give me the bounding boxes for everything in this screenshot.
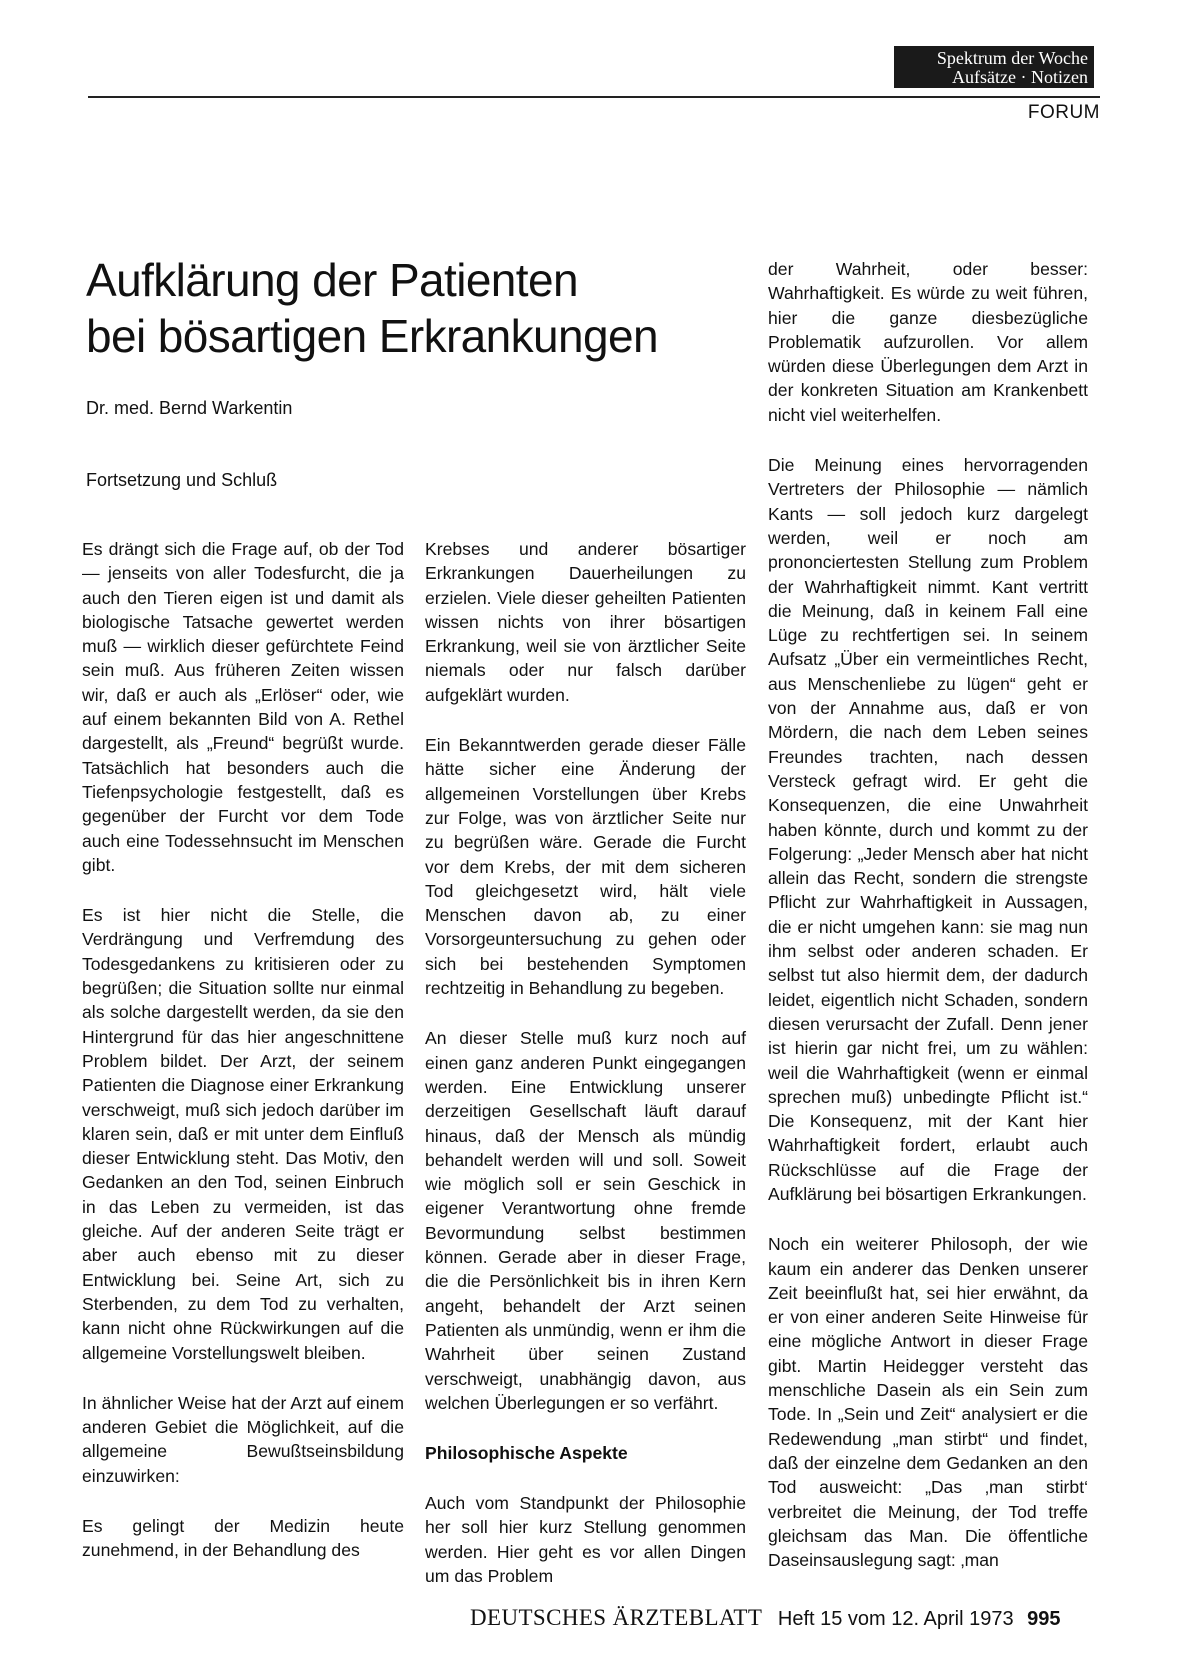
article-title-line2: bei bösartigen Erkrankungen	[86, 310, 658, 362]
paragraph: An dieser Stelle muß kurz noch auf einen ganz anderen Punkt eingegangen werden. Eine Entwicklung unserer derzeitigen Gesellschaft läuft darauf hinaus, daß der Mensch als mündig behandelt werden will und soll. Soweit wie möglich soll er sein Geschick in eigener Verantwortung ohne fremde Bevormundung selbst bestimmen können. Gerade aber in dieser Frage, die die Persönlichkeit bis in ihren Kern angeht, behandelt der Arzt seinen Patienten als unmündig, wenn er ihm die Wahrheit über seinen Zustand verschweigt, unabhängig davon, aus welchen Überlegungen er so verfährt.	[425, 1028, 746, 1413]
paragraph: Es drängt sich die Frage auf, ob der Tod — jenseits von aller Todesfurcht, die ja auch den Tieren eigen ist und damit als biologische Tatsache gewertet werden muß — wirklich dieser gefürchtete Feind sein muß. Aus früheren Zeiten wissen wir, daß er auch als „Erlöser“ oder, wie auf einem bekannten Bild von A. Rethel dargestellt, als „Freund“ begrüßt wurde. Tatsächlich hat besonders auch die Tiefenpsychologie festgestellt, daß es gegenüber der Furcht vor dem Tode auch eine Todessehnsucht im Menschen gibt.	[82, 539, 404, 875]
journal-name: DEUTSCHES ÄRZTEBLATT	[470, 1605, 763, 1630]
paragraph: Krebses und anderer bösartiger Erkrankungen Dauerheilungen zu erzielen. Viele dieser geheilten Patienten wissen nichts von ihrer bösartigen Erkrankung, weil sie von ärztlicher Seite niemals oder nur falsch darüber aufgeklärt wurden.	[425, 539, 746, 705]
header-rule	[88, 96, 1100, 98]
paragraph: Noch ein weiterer Philosoph, der wie kaum ein anderer das Denken unserer Zeit beeinflußt hat, sei hier erwähnt, da er von einer anderen Seite Hinweise für eine mögliche Antwort in dieser Frage gibt. Martin Heidegger versteht das menschliche Dasein als ein Sein zum Tode. In „Sein und Zeit“ analysiert er die Redewendung „man stirbt“ und findet, daß der einzelne dem Gedanken an den Tod ausweicht: „Das ‚man stirbt‘ verbreitet die Meinung, der Tod treffe gleichsam das Man. Die öffentliche Daseinsauslegung sagt: ‚man	[768, 1234, 1088, 1571]
section-label	[894, 46, 1094, 88]
paragraph: Die Meinung eines hervorragenden Vertreters der Philosophie — nämlich Kants — soll jedoch kurz dargelegt werden, weil er noch am prononciertesten Stellung zum Problem der Wahrhaftigkeit nimmt. Kant vertritt die Meinung, daß in keinem Fall eine Lüge zu rechtfertigen sei. In seinem Aufsatz „Über ein vermeintliches Recht, aus Menschenliebe zu lügen“ geht er von der Annahme aus, daß er von Mördern, die nach dem Leben seines Freundes trachten, nach dessen Versteck gefragt wird. Er geht die Konsequenzen, die eine Unwahrheit haben könnte, durch und kommt zu der Folgerung: „Jeder Mensch aber hat nicht allein das Recht, sondern die strengste Pflicht zur Wahrhaftigkeit in Aussagen, die er nicht umgehen kann: sie mag nun ihm selbst oder anderen schaden. Er selbst tut also hiermit dem, der dadurch leidet, eigentlich nicht Schaden, sondern diesen verursacht der Zufall. Denn jener ist hierin gar nicht frei, um zu wählen: weil die Wahrhaftigkeit (wenn er einmal sprechen muß) unbedingte Pflicht ist.“ Die Konsequenz, mit der Kant hier Wahrhaftigkeit fordert, erlaubt auch Rückschlüsse auf die Frage der Aufklärung bei bösartigen Erkrankungen.	[768, 455, 1088, 1204]
page-footer	[470, 1605, 1061, 1631]
paragraph: Es gelingt der Medizin heute zunehmend, in der Behandlung des	[82, 1515, 404, 1561]
article-subtitle: Fortsetzung und Schluß	[86, 470, 278, 490]
paragraph: Es ist hier nicht die Stelle, die Verdrängung und Verfremdung des Todesgedankens zu kritisieren oder zu begrüßen; die Situation sollte nur einmal als solche dargestellt werden, da sie den Hintergrund für das hier angeschnittene Problem bildet. Der Arzt, der seinem Patienten die Diagnose einer Erkrankung verschweigt, muß sich jedoch darüber im klaren sein, daß er mit unter dem Einfluß dieser Entwicklung steht. Das Motiv, den Gedanken an den Tod, seinen Einbruch in das Leben zu vermeiden, ist das gleiche. Auf der anderen Seite trägt er aber auch ebenso mit zu dieser Entwicklung bei. Seine Art, sich zu Sterbenden, zu dem Tod zu verhalten, kann nicht ohne Rückwirkungen auf die allgemeine Vorstellungswelt bleiben.	[82, 905, 404, 1363]
text-column-2	[425, 537, 746, 1614]
paragraph: der Wahrheit, oder besser: Wahrhaftigkeit. Es würde zu weit führen, hier die ganze diesbezügliche Problematik aufzurollen. Vor allem würden diese Überlegungen dem Arzt in der konkreten Situation am Krankenbett nicht viel weiterhelfen.	[768, 259, 1088, 425]
article-title-line1: Aufklärung der Patienten	[86, 254, 578, 306]
issue-info: Heft 15 vom 12. April 1973	[777, 1608, 1014, 1630]
text-column-3	[768, 257, 1088, 1598]
article-title	[86, 252, 658, 364]
section-heading: Philosophische Aspekte	[425, 1443, 628, 1464]
section-label-line2: Aufsätze · Notizen	[952, 67, 1088, 87]
page-number: 995	[1027, 1608, 1061, 1630]
section-label-line1: Spektrum der Woche	[936, 48, 1088, 68]
paragraph: In ähnlicher Weise hat der Arzt auf einem anderen Gebiet die Möglichkeit, auf die allgemeine Bewußtseinsbildung einzuwirken:	[82, 1392, 404, 1486]
paragraph: Auch vom Standpunkt der Philosophie her soll hier kurz Stellung genommen werden. Hier geht es vor allen Dingen um das Problem	[425, 1493, 746, 1586]
paragraph: Ein Bekanntwerden gerade dieser Fälle hätte sicher eine Änderung der allgemeinen Vorstellungen über Krebs zur Folge, was von ärztlicher Seite nur zu begrüßen wäre. Gerade die Furcht vor dem Krebs, der mit dem sicheren Tod gleichgesetzt wird, hält viele Menschen davon ab, zu einer Vorsorgeuntersuchung zu gehen oder sich bei bestehenden Symptomen rechtzeitig in Behandlung zu begeben.	[425, 735, 746, 999]
category-label: FORUM	[1027, 102, 1100, 123]
author-byline: Dr. med. Bernd Warkentin	[86, 398, 293, 418]
text-column-1	[82, 537, 404, 1589]
